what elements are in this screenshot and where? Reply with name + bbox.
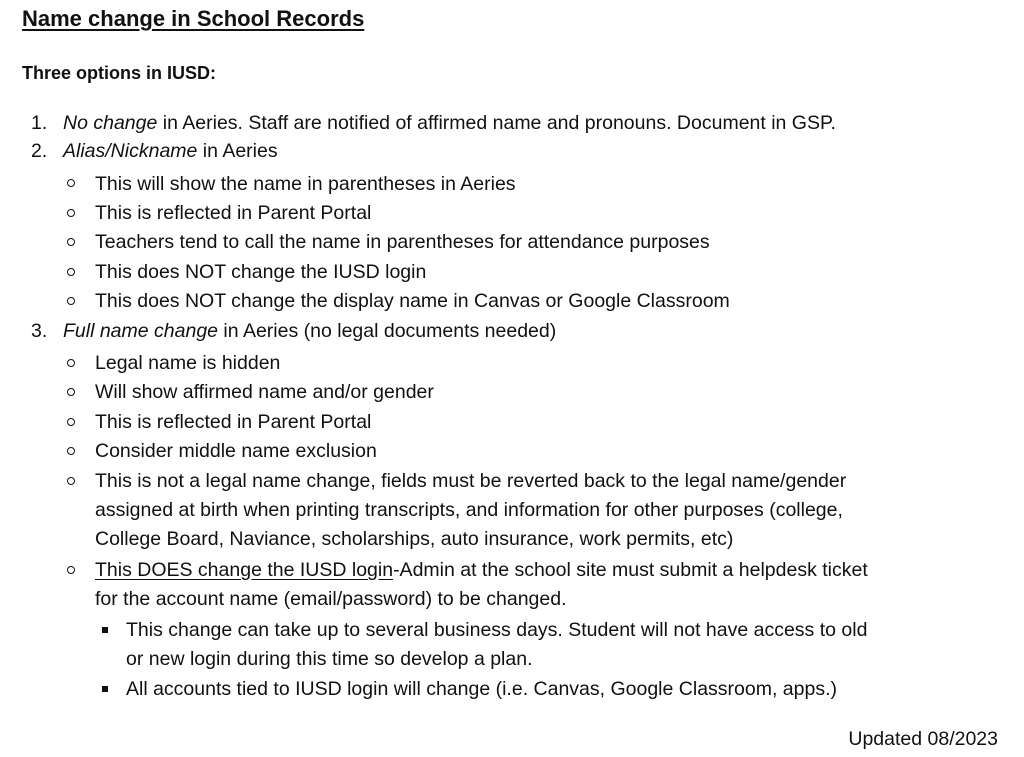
option-number: 1. (31, 112, 48, 134)
bullet-item-line: College Board, Naviance, scholarships, auto insurance, work permits, etc) (95, 528, 734, 550)
bullet-item-line: for the account name (email/password) to be changed. (95, 588, 567, 610)
circle-bullet-icon (67, 238, 75, 246)
option-2 (63, 139, 278, 163)
bullet-item: Will show affirmed name and/or gender (95, 381, 434, 403)
option-emphasis: Alias/Nickname (63, 140, 198, 162)
bullet-item: Legal name is hidden (95, 352, 281, 374)
circle-bullet-icon (67, 477, 75, 485)
updated-date: Updated 08/2023 (848, 728, 998, 750)
circle-bullet-icon (67, 566, 75, 574)
sub-bullet-item: This change can take up to several business days. Student will not have access to old (126, 619, 868, 641)
circle-bullet-icon (67, 359, 75, 367)
login-change-text: -Admin at the school site must submit a helpdesk ticket (393, 559, 868, 581)
bullet-item: This does NOT change the display name in Canvas or Google Classroom (95, 290, 730, 312)
square-bullet-icon (102, 627, 108, 633)
circle-bullet-icon (67, 418, 75, 426)
option-number: 2. (31, 140, 48, 162)
section-heading: Three options in IUSD: (22, 63, 217, 83)
sub-bullet-item: All accounts tied to IUSD login will change (i.e. Canvas, Google Classroom, apps.) (126, 678, 837, 700)
circle-bullet-icon (67, 179, 75, 187)
page-title: Name change in School Records (22, 6, 365, 31)
bullet-item-line: assigned at birth when printing transcripts, and information for other purposes (college, (95, 499, 843, 521)
option-text: in Aeries (197, 140, 278, 162)
option-1 (63, 111, 836, 135)
square-bullet-icon (102, 686, 108, 692)
bullet-item: This is reflected in Parent Portal (95, 202, 372, 224)
bullet-item-login (95, 558, 868, 582)
option-emphasis: Full name change (63, 320, 219, 342)
bullet-item: This will show the name in parentheses in Aeries (95, 173, 516, 195)
circle-bullet-icon (67, 297, 75, 305)
circle-bullet-icon (67, 209, 75, 217)
option-number: 3. (31, 320, 48, 342)
option-3 (63, 319, 556, 343)
option-text: in Aeries (no legal documents needed) (218, 320, 557, 342)
circle-bullet-icon (67, 388, 75, 396)
bullet-item-line: This is not a legal name change, fields must be reverted back to the legal name/gender (95, 470, 847, 492)
option-emphasis: No change (63, 112, 158, 134)
bullet-item: Consider middle name exclusion (95, 440, 377, 462)
bullet-item: Teachers tend to call the name in parentheses for attendance purposes (95, 231, 710, 253)
bullet-item: This is reflected in Parent Portal (95, 411, 372, 433)
circle-bullet-icon (67, 447, 75, 455)
option-text: in Aeries. Staff are notified of affirmed name and pronouns. Document in GSP. (157, 112, 836, 134)
circle-bullet-icon (67, 268, 75, 276)
login-change-underlined: This DOES change the IUSD login (95, 559, 394, 581)
sub-bullet-item-line: or new login during this time so develop a plan. (126, 648, 533, 670)
bullet-item: This does NOT change the IUSD login (95, 261, 427, 283)
